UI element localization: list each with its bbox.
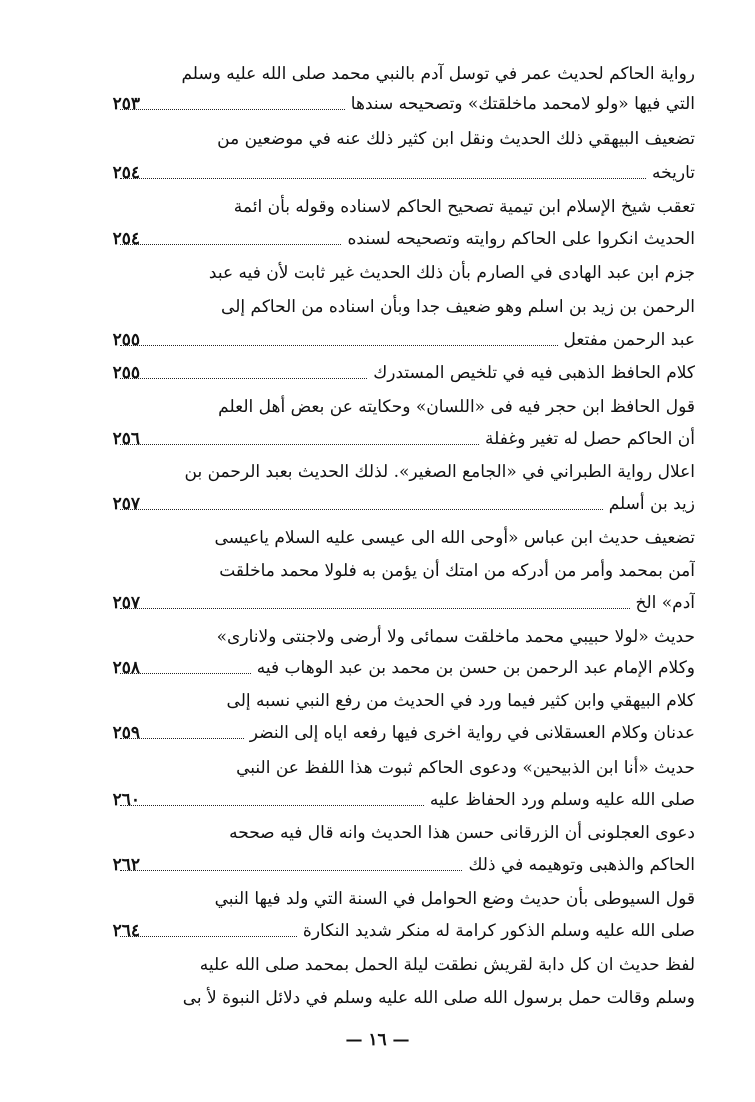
entry-text: كلام البيهقي وابن كثير فيما ورد في الحديث من رفع النبي نسبه إلى — [226, 691, 695, 711]
entry-text: صلى الله عليه وسلم الذكور كرامة له منكر شديد النكارة — [302, 921, 695, 941]
index-entry-line — [118, 356, 695, 390]
entry-text: قول السيوطى بأن حديث وضع الحوامل في السنة التي ولد فيها النبي — [214, 889, 695, 909]
entry-text: التي فيها «ولو لامحمد ماخلقتك» وتصحيحه سندها — [350, 94, 695, 114]
dot-leader — [120, 378, 367, 379]
dot-leader — [120, 345, 558, 346]
page-number-footer: — ١٦ — — [345, 1030, 410, 1050]
entry-text: الرحمن بن زيد بن اسلم وهو ضعيف جدا وبأن اسناده من الحاكم إلى — [221, 297, 695, 317]
entry-page-number: ٢٥٧ — [112, 593, 140, 613]
index-entry-line — [118, 684, 695, 718]
index-entry-line — [118, 455, 695, 489]
index-entry-line — [118, 848, 695, 882]
entry-text: زيد بن أسلم — [608, 494, 695, 514]
index-entry-line — [118, 521, 695, 555]
index-entry-line — [118, 620, 695, 654]
dot-leader — [120, 936, 297, 937]
index-entry-line — [118, 390, 695, 424]
index-entry-line — [118, 586, 695, 620]
entry-page-number: ٢٥٨ — [112, 658, 140, 678]
entry-text: وكلام الإمام عبد الرحمن بن حسن بن محمد بن عبد الوهاب فيه — [256, 658, 695, 678]
entry-page-number: ٢٥٤ — [112, 163, 140, 183]
index-entry-line — [118, 783, 695, 817]
entry-text: حديث «لولا حبيبي محمد ماخلقت سمائى ولا أرضى ولاجنتى ولانارى» — [216, 627, 695, 647]
entry-text: تضعيف حديث ابن عباس «أوحى الله الى عيسى عليه السلام ياعيسى — [214, 528, 695, 548]
dot-leader — [120, 509, 603, 510]
entry-text: أن الحاكم حصل له تغير وغفلة — [485, 429, 695, 449]
index-entry-line — [118, 716, 695, 750]
dot-leader — [120, 870, 462, 871]
entry-text: آمن بمحمد وأمر من أدركه من امتك أن يؤمن به فلولا محمد ماخلقت — [219, 561, 695, 581]
entry-page-number: ٢٥٥ — [112, 363, 140, 383]
entry-page-number: ٢٥٧ — [112, 494, 140, 514]
index-entry-line — [118, 981, 695, 1015]
entry-page-number: ٢٦٢ — [112, 855, 140, 875]
index-entry-line — [118, 751, 695, 785]
dot-leader — [120, 444, 479, 445]
index-entry-line — [118, 256, 695, 290]
index-entry-line — [118, 914, 695, 948]
entry-text: آدم» الخ — [635, 593, 695, 613]
index-entry-line — [118, 156, 695, 190]
dot-leader — [120, 244, 341, 245]
entry-text: اعلال رواية الطبراني في «الجامع الصغير». لذلك الحديث بعبد الرحمن بن — [184, 462, 695, 482]
index-entry-line — [118, 87, 695, 121]
dot-leader — [120, 178, 646, 179]
index-entry-line — [118, 57, 695, 91]
entry-text: تضعيف البيهقي ذلك الحديث ونقل ابن كثير ذلك عنه في موضعين من — [217, 129, 695, 149]
entry-text: دعوى العجلونى أن الزرقانى حسن هذا الحديث وانه قال فيه صححه — [229, 823, 695, 843]
entry-text: حديث «أنا ابن الذبيحين» ودعوى الحاكم ثبوت هذا اللفظ عن النبي — [236, 758, 695, 778]
index-entry-line — [118, 422, 695, 456]
index-entry-line — [118, 554, 695, 588]
entry-text: وسلم وقالت حمل برسول الله صلى الله عليه وسلم في دلائل النبوة لأ بى — [182, 988, 695, 1008]
dot-leader — [120, 805, 424, 806]
entry-text: كلام الحافظ الذهبى فيه في تلخيص المستدرك — [373, 363, 695, 383]
entry-text: عدنان وكلام العسقلانى في رواية اخرى فيها رفعه اياه إلى النضر — [249, 723, 695, 743]
index-entry-line — [118, 816, 695, 850]
entry-text: صلى الله عليه وسلم ورد الحفاظ عليه — [429, 790, 695, 810]
entry-text: الحاكم والذهبى وتوهيمه في ذلك — [468, 855, 695, 875]
entry-text: لفظ حديث ان كل دابة لقريش نطقت ليلة الحمل بمحمد صلى الله عليه — [199, 955, 695, 975]
entry-text: تعقب شيخ الإسلام ابن تيمية تصحيح الحاكم لاسناده وقوله بأن ائمة — [233, 197, 695, 217]
entry-page-number: ٢٥٤ — [112, 229, 140, 249]
index-entry-line — [118, 651, 695, 685]
index-entry-line — [118, 122, 695, 156]
entry-page-number: ٢٥٦ — [112, 429, 140, 449]
index-entry-line — [118, 290, 695, 324]
dot-leader — [120, 673, 251, 674]
index-entry-line — [118, 190, 695, 224]
entry-text: جزم ابن عبد الهادى في الصارم بأن ذلك الحديث غير ثابت لأن فيه عبد — [208, 263, 695, 283]
index-entry-line — [118, 222, 695, 256]
entry-text: عبد الرحمن مفتعل — [563, 330, 695, 350]
entry-text: تاريخه — [652, 163, 695, 183]
entry-text: قول الحافظ ابن حجر فيه فى «اللسان» وحكايته عن بعض أهل العلم — [218, 397, 695, 417]
entry-page-number: ٢٥٥ — [112, 330, 140, 350]
index-entry-line — [118, 948, 695, 982]
entry-page-number: ٢٦٤ — [112, 921, 140, 941]
entry-page-number: ٢٦٠ — [112, 790, 140, 810]
index-entry-line — [118, 882, 695, 916]
dot-leader — [120, 738, 244, 739]
index-entry-line — [118, 323, 695, 357]
index-entry-line — [118, 487, 695, 521]
entry-text: الحديث انكروا على الحاكم روايته وتصحيحه لسنده — [347, 229, 695, 249]
dot-leader — [120, 608, 630, 609]
dot-leader — [120, 109, 345, 110]
entry-text: رواية الحاكم لحديث عمر في توسل آدم بالنبي محمد صلى الله عليه وسلم — [181, 64, 695, 84]
entry-page-number: ٢٥٩ — [112, 723, 140, 743]
entry-page-number: ٢٥٣ — [112, 94, 140, 114]
